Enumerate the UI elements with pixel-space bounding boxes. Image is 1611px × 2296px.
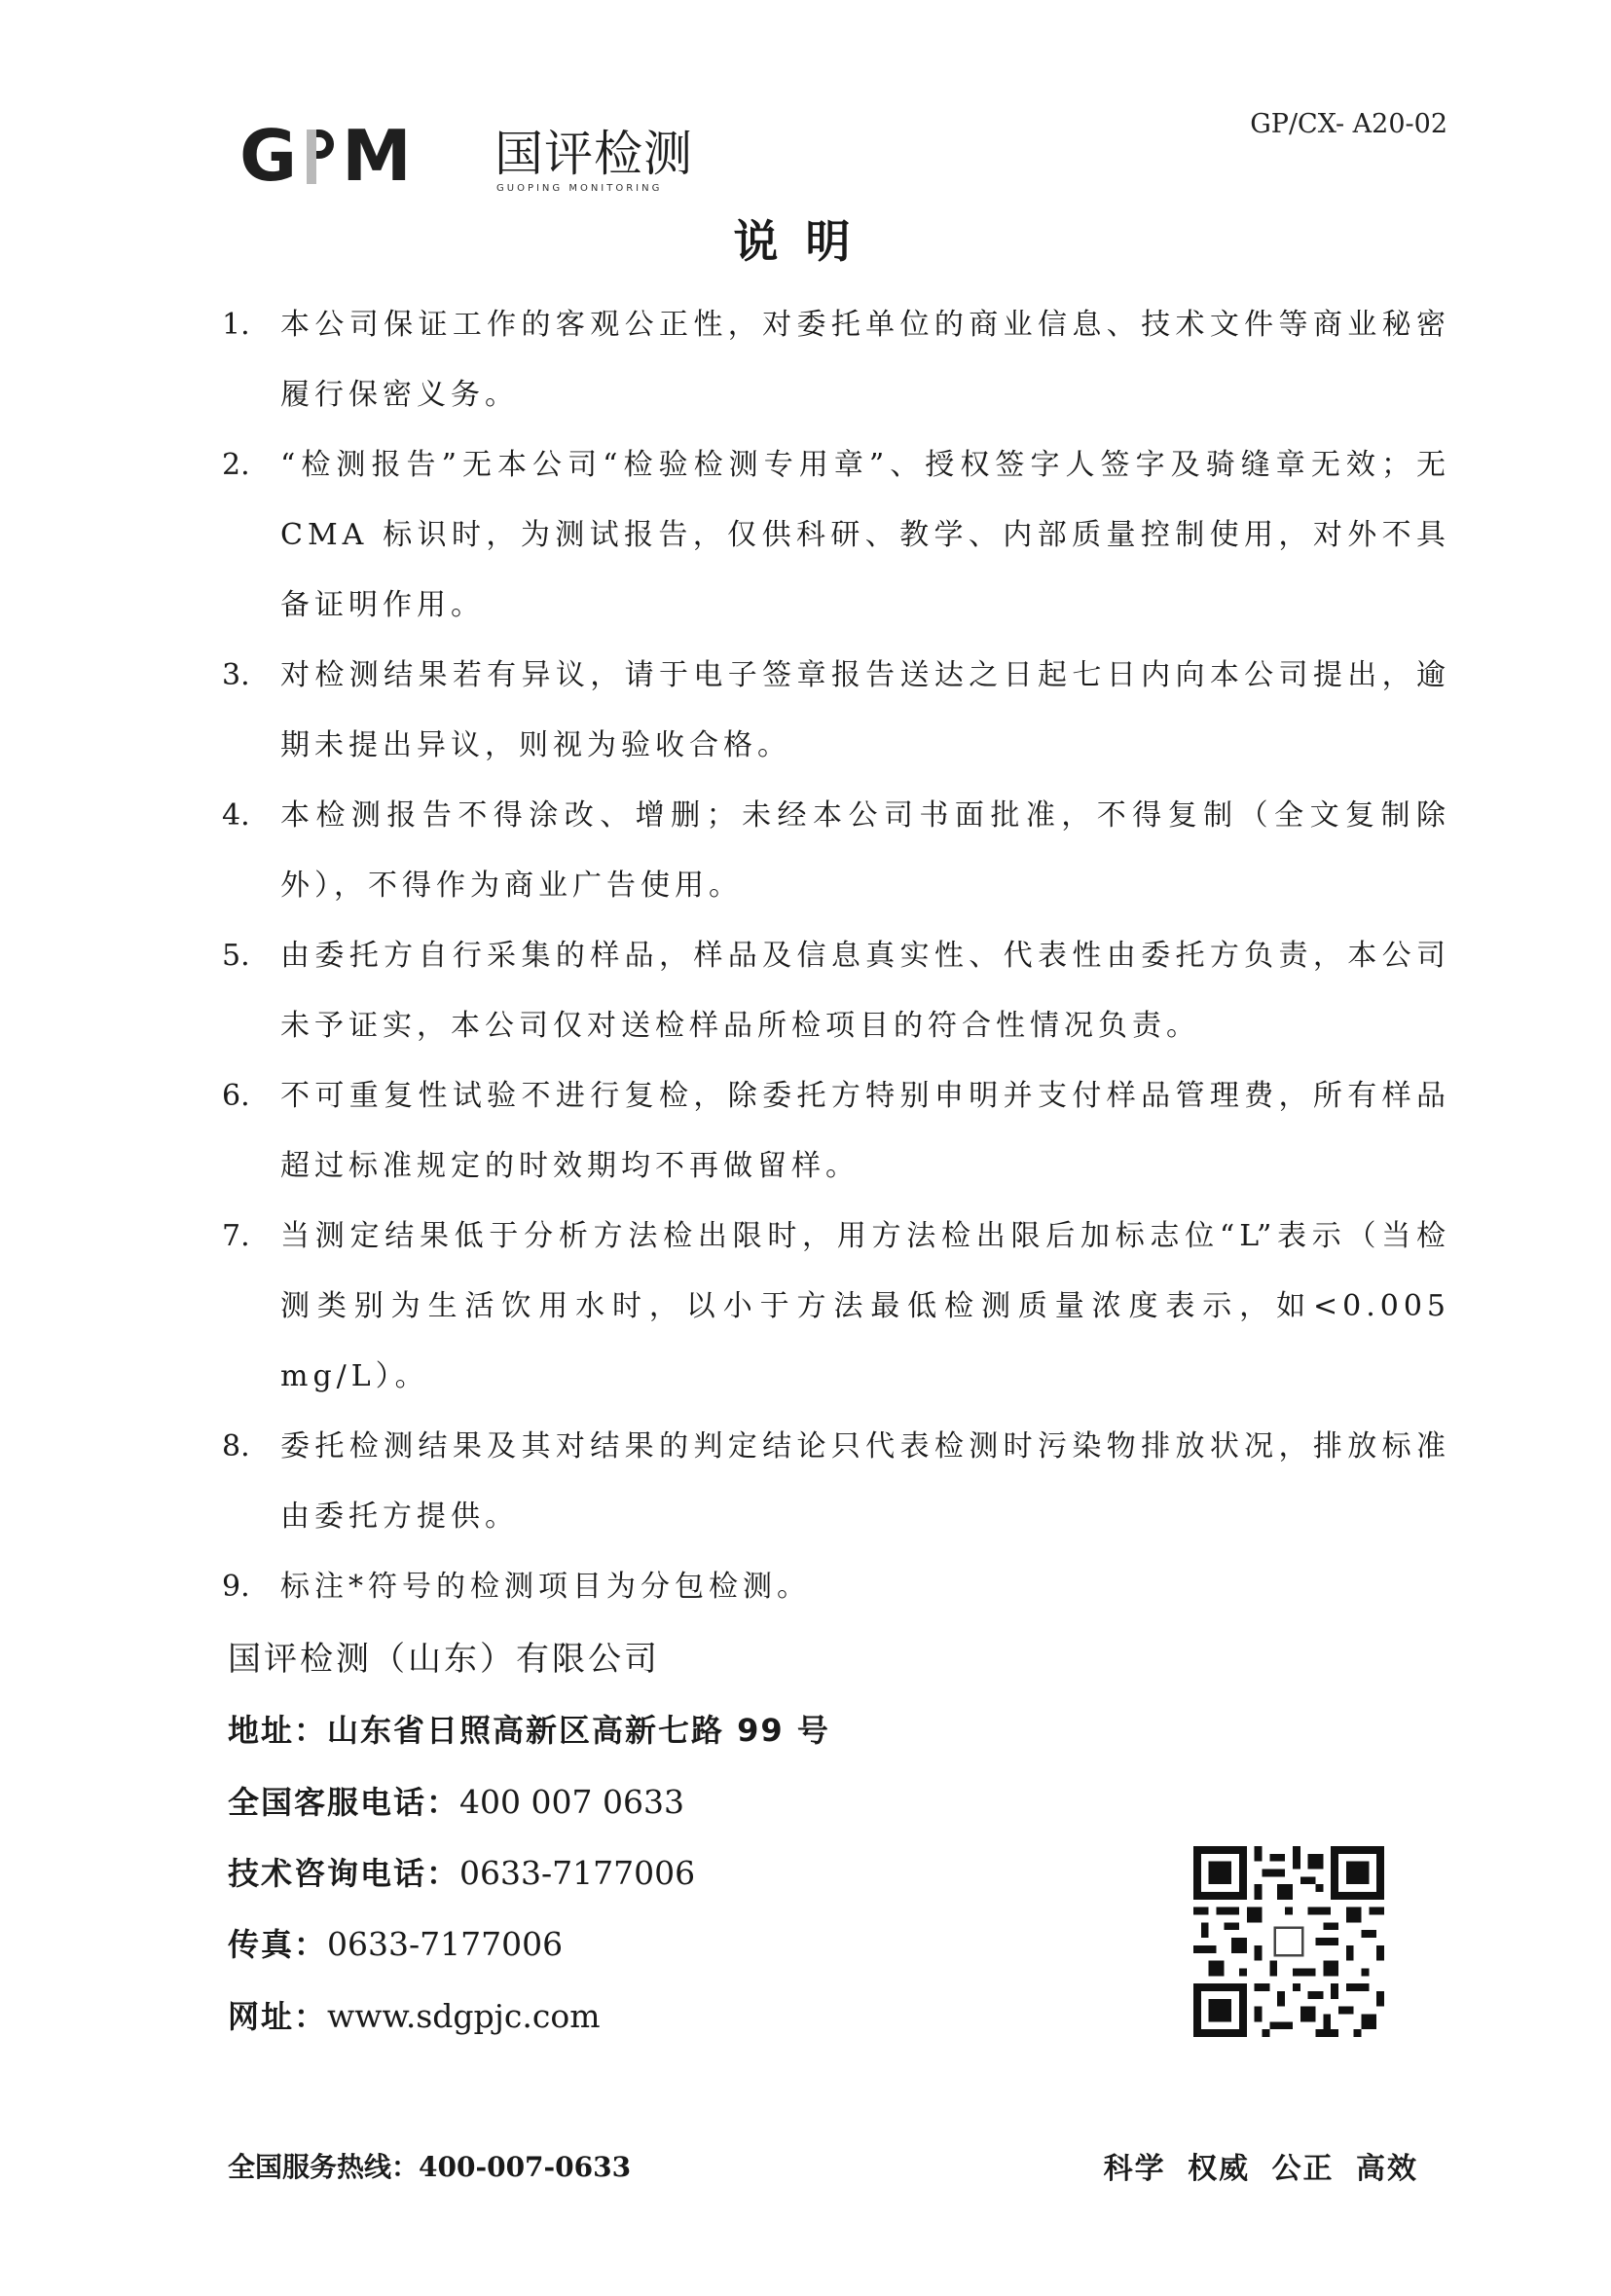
list-item [222, 1202, 1450, 1412]
hotline [228, 2146, 631, 2185]
service-phone-label: 全国客服电话： [228, 1784, 460, 1821]
tech-phone-line [228, 1849, 695, 1894]
qr-code-icon [1193, 1846, 1384, 2037]
logo-letter-p [307, 128, 336, 184]
tech-phone-value: 0633-7177006 [459, 1854, 696, 1892]
list-item [222, 641, 1450, 781]
list-item [222, 1552, 1450, 1622]
fax-label: 传真： [228, 1926, 328, 1963]
logo-letter-g: G [239, 115, 302, 197]
address-label: 地址： [228, 1712, 328, 1749]
item-number: 8. [222, 1429, 250, 1463]
address-value: 山东省日照高新区高新七路 99 号 [327, 1712, 830, 1749]
website-value: www.sdgpjc.com [327, 1997, 601, 2035]
logo-mark [239, 115, 416, 197]
service-phone-value: 400 007 0633 [459, 1783, 684, 1821]
item-number: 6. [222, 1079, 250, 1113]
website-label: 网址： [228, 1998, 328, 2035]
item-number: 7. [222, 1219, 250, 1253]
item-text: 标注*符号的检测项目为分包检测。 [280, 1570, 811, 1604]
company-motto: 科学 权威 公正 高效 [1103, 2152, 1418, 2186]
page-title: 说明 [733, 215, 878, 268]
item-text: “检测报告”无本公司“检验检测专用章”、授权签字人签字及骑缝章无效；无 CMA 标识时，为测试报告，仅供科研、教学、内部质量控制使用，对外不具备证明作用。 [280, 448, 1450, 622]
item-number: 2. [222, 448, 250, 482]
service-phone-line [228, 1778, 684, 1823]
item-number: 5. [222, 939, 250, 973]
item-text: 委托检测结果及其对结果的判定结论只代表检测时污染物排放状况，排放标准由委托方提供。 [280, 1429, 1450, 1534]
list-item [222, 1061, 1450, 1202]
item-text: 对检测结果若有异议，请于电子签章报告送达之日起七日内向本公司提出，逾期未提出异议，则视为验收合格。 [280, 658, 1450, 762]
fax-line [228, 1920, 563, 1965]
item-text: 本公司保证工作的客观公正性，对委托单位的商业信息、技术文件等商业秘密履行保密义务。 [280, 308, 1450, 412]
notice-list [222, 290, 1450, 1622]
logo-letter-m: M [342, 115, 416, 197]
item-number: 9. [222, 1570, 250, 1604]
list-item [222, 290, 1450, 430]
list-item [222, 921, 1450, 1061]
item-text: 由委托方自行采集的样品，样品及信息真实性、代表性由委托方负责，本公司未予证实，本公司仅对送检样品所检项目的符合性情况负责。 [280, 939, 1450, 1043]
item-number: 4. [222, 798, 250, 833]
company-name: 国评检测（山东）有限公司 [228, 1640, 660, 1679]
list-item [222, 1412, 1450, 1552]
logo-chinese-name: 国评检测 [494, 126, 693, 182]
hotline-value: 400-007-0633 [419, 2151, 632, 2183]
item-text: 当测定结果低于分析方法检出限时，用方法检出限后加标志位“L”表示（当检测类别为生活饮用水时，以小于方法最低检测质量浓度表示，如<0.005 mg/L）。 [280, 1219, 1450, 1393]
list-item [222, 781, 1450, 921]
item-number: 1. [222, 308, 250, 342]
address-line [228, 1706, 830, 1751]
company-logo [239, 115, 697, 197]
document-code: GP/CX- A20-02 [1250, 109, 1447, 139]
item-text: 不可重复性试验不进行复检，除委托方特别申明并支付样品管理费，所有样品超过标准规定的时效期均不再做留样。 [280, 1079, 1450, 1183]
list-item [222, 430, 1450, 641]
item-number: 3. [222, 658, 250, 692]
logo-english-name: GUOPING MONITORING [496, 183, 663, 194]
fax-value: 0633-7177006 [327, 1925, 564, 1963]
item-text: 本检测报告不得涂改、增删；未经本公司书面批准，不得复制（全文复制除外），不得作为商业广告使用。 [280, 798, 1450, 903]
hotline-label: 全国服务热线： [228, 2151, 420, 2183]
website-line [228, 1992, 600, 2037]
tech-phone-label: 技术咨询电话： [228, 1855, 460, 1892]
